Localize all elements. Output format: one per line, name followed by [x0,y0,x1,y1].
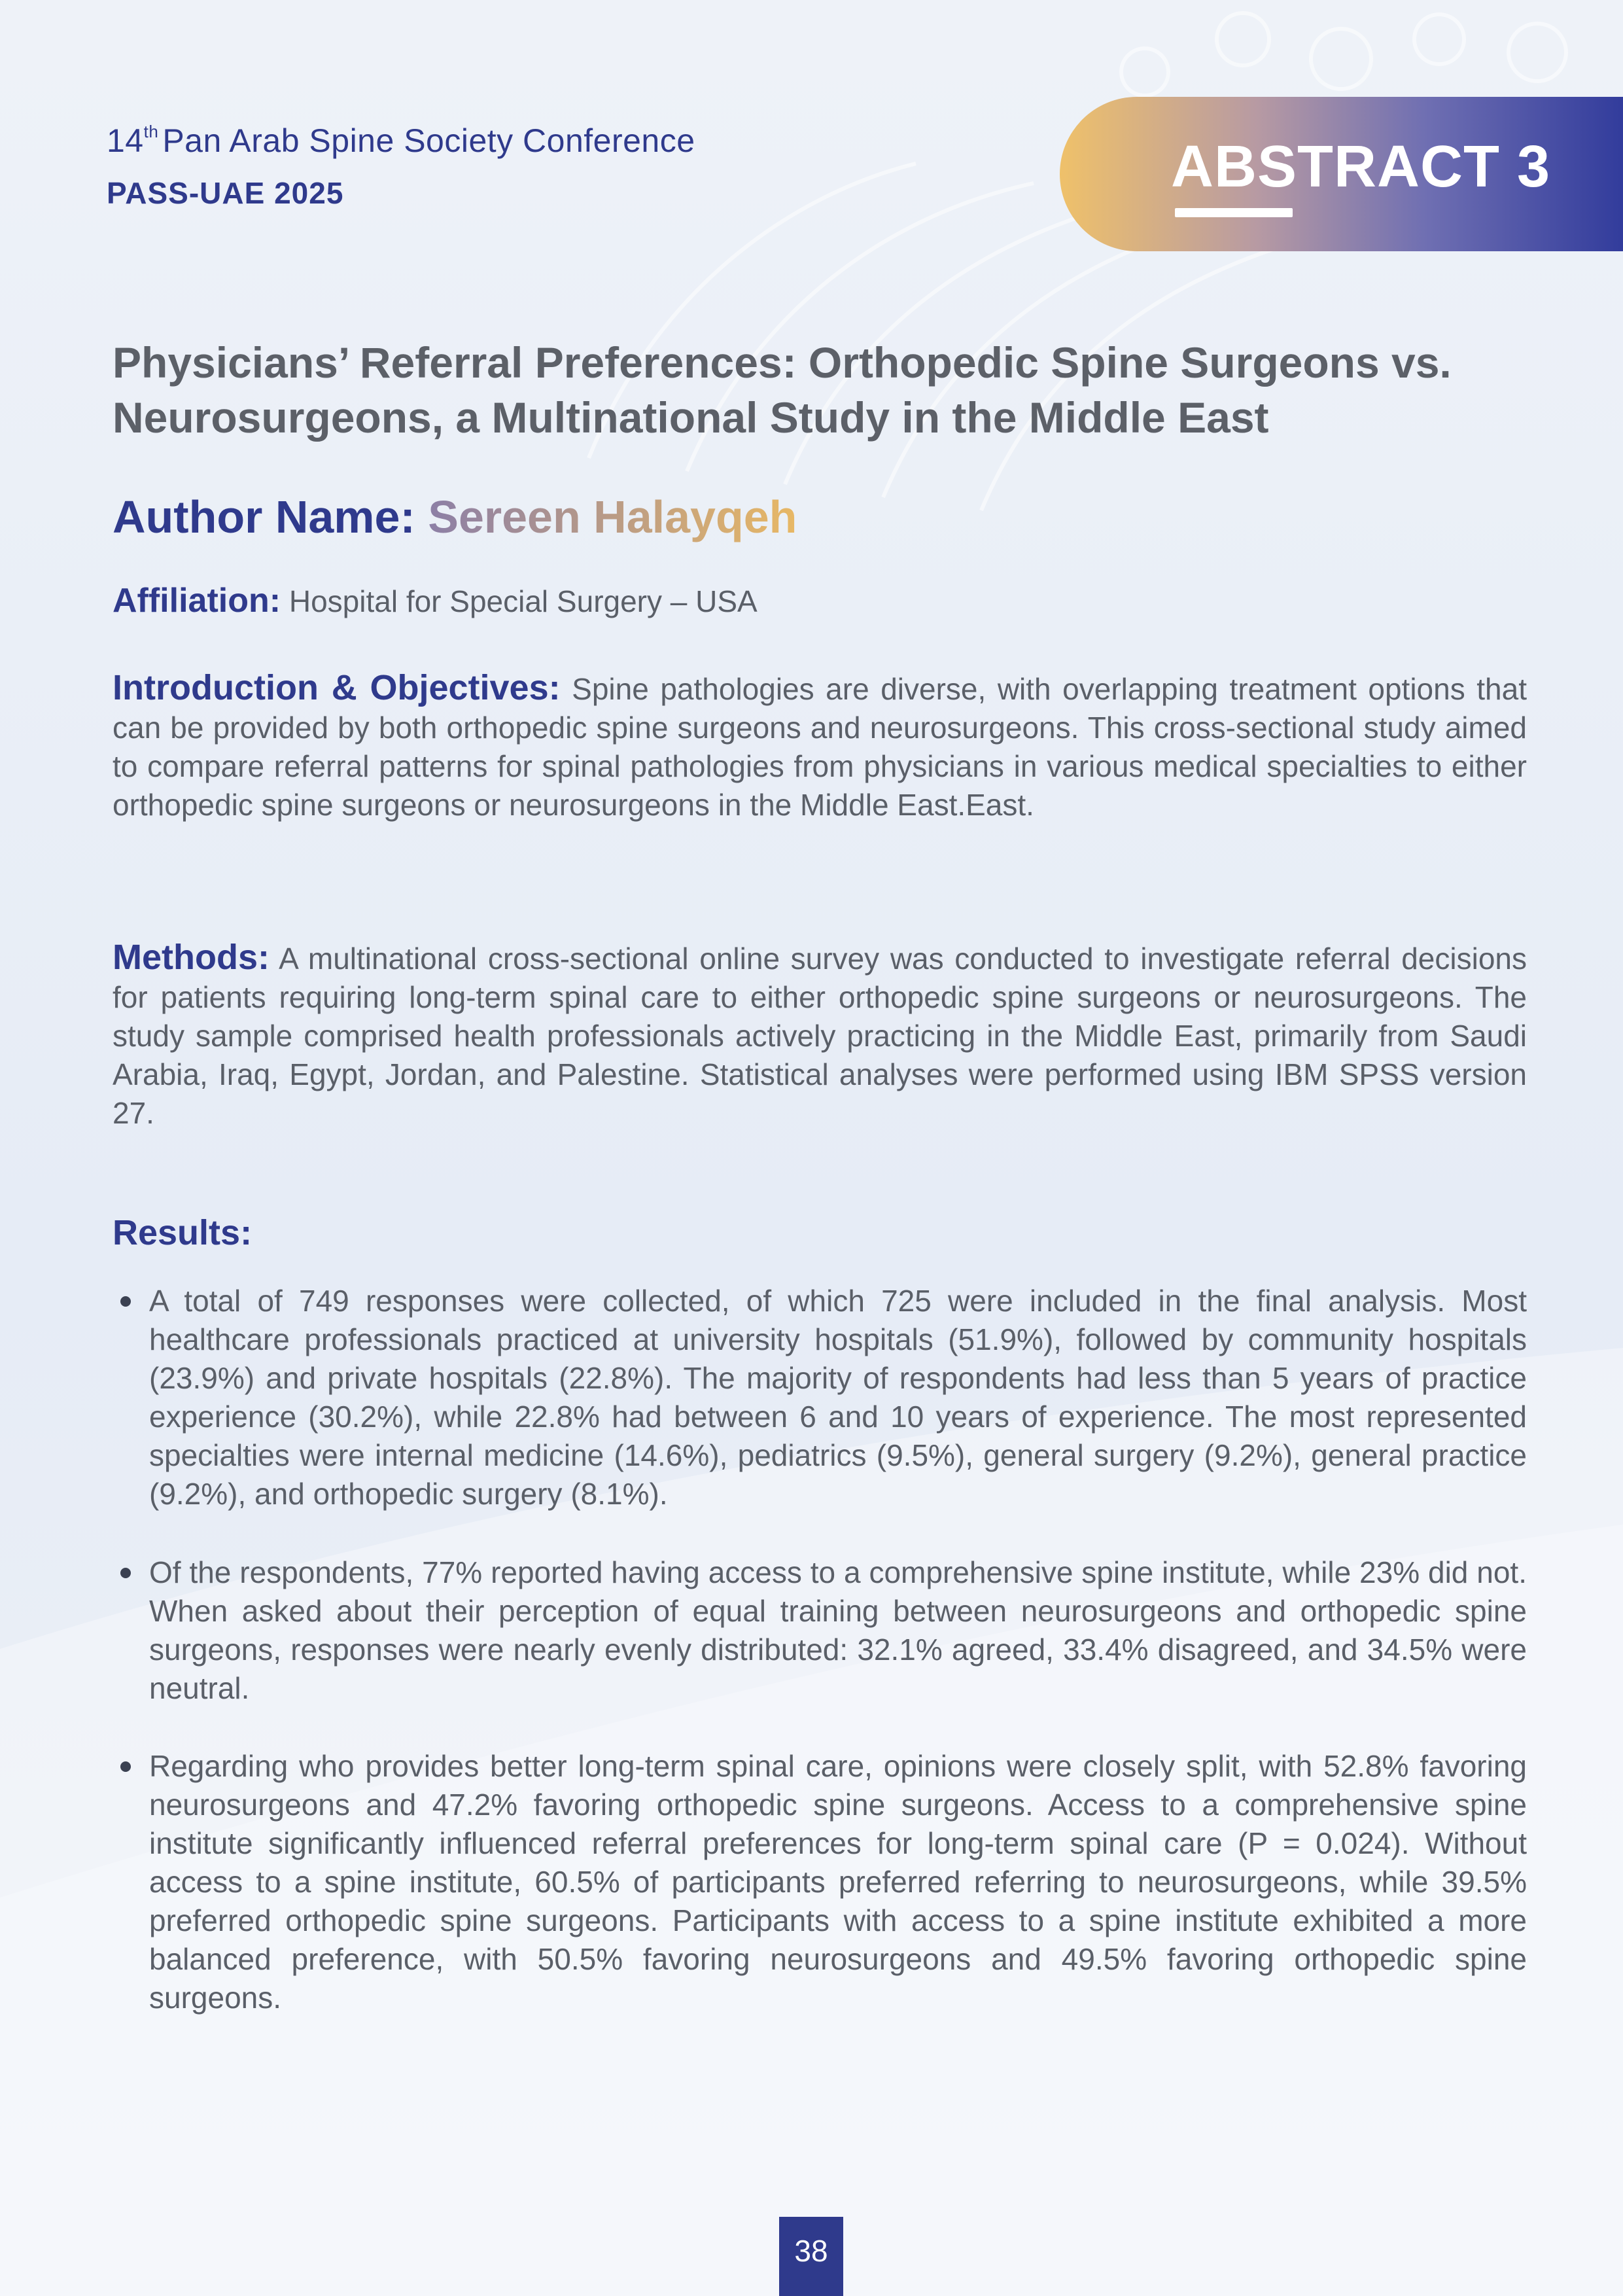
conference-name [107,122,695,160]
conference-short-name: PASS-UAE 2025 [107,176,344,210]
author-name: Sereen Halayqeh [428,491,797,542]
results-bullet-1: A total of 749 responses were collected, of which 725 were included in the final analysis. Most healthcare professionals practiced at university hospitals (51.9%), followed by community hospitals (23.9%) and private hospitals (22.8%). The majority of respondents had less than 5 years of practice experience (30.2%), while 22.8% had between 6 and 10 years of experience. The most represented specialties were internal medicine (14.6%), pediatrics (9.5%), general surgery (9.2%), general practice (9.2%), and orthopedic surgery (8.1%). [149,1282,1527,1513]
conference-edition-suffix: th [143,122,159,141]
abstract-underline [1175,208,1293,217]
affiliation-text: Hospital for Special Surgery – USA [288,584,758,618]
abstract-label: ABSTRACT 3 [1171,134,1551,200]
affiliation-line [113,581,758,620]
methods-label: Methods: [113,938,270,977]
abstract-title: Physicians’ Referral Preferences: Orthopedic Spine Surgeons vs. Neurosurgeons, a Multinational Study in the Middle East [113,338,1452,442]
author-label: Author Name: [113,491,415,542]
introduction-label: Introduction & Objectives: [113,668,561,707]
conference-edition-number: 14 [107,122,144,159]
page-number: 38 [779,2217,843,2296]
introduction-section [113,669,1527,824]
methods-section [113,938,1527,1133]
methods-text: A multinational cross-sectional online survey was conducted to investigate referral decisions for patients requiring long-term spinal care to either orthopedic spine surgeons or neurosurgeons. The study sample comprised health professionals actively practicing in the Middle East, primarily from Saudi Arabia, Iraq, Egypt, Jordan, and Palestine. Statistical analyses were performed using IBM SPSS version 27. [113,942,1527,1130]
results-bullet-2: Of the respondents, 77% reported having access to a comprehensive spine institute, while 23% did not. When asked about their perception of equal training between neurosurgeons and orthopedic spine surgeons, responses were nearly evenly distributed: 32.1% agreed, 33.4% disagreed, and 34.5% were neutral. [149,1553,1527,1708]
affiliation-label: Affiliation: [113,582,281,620]
results-heading: Results: [113,1213,253,1252]
conference-name-text: Pan Arab Spine Society Conference [162,122,695,159]
abstract-banner [1060,97,1623,251]
introduction-text: Spine pathologies are diverse, with overlapping treatment options that can be provided by both orthopedic spine surgeons and neurosurgeons. This cross-sectional study aimed to compare referral patterns for spinal pathologies from physicians in various medical specialties to either orthopedic spine surgeons or neurosurgeons in the Middle East.East. [113,672,1527,822]
author-line [113,491,797,543]
results-bullet-3: Regarding who provides better long-term spinal care, opinions were closely split, with 52.8% favoring neurosurgeons and 47.2% favoring orthopedic spine surgeons. Access to a comprehensive spine institute significantly influenced referral preferences for long-term spinal care (P = 0.024). Without access to a spine institute, 60.5% of participants preferred referring to neurosurgeons, while 39.5% preferred orthopedic spine surgeons. Participants with access to a spine institute exhibited a more balanced preference, with 50.5% favoring neurosurgeons and 49.5% favoring orthopedic spine surgeons. [149,1747,1527,2017]
